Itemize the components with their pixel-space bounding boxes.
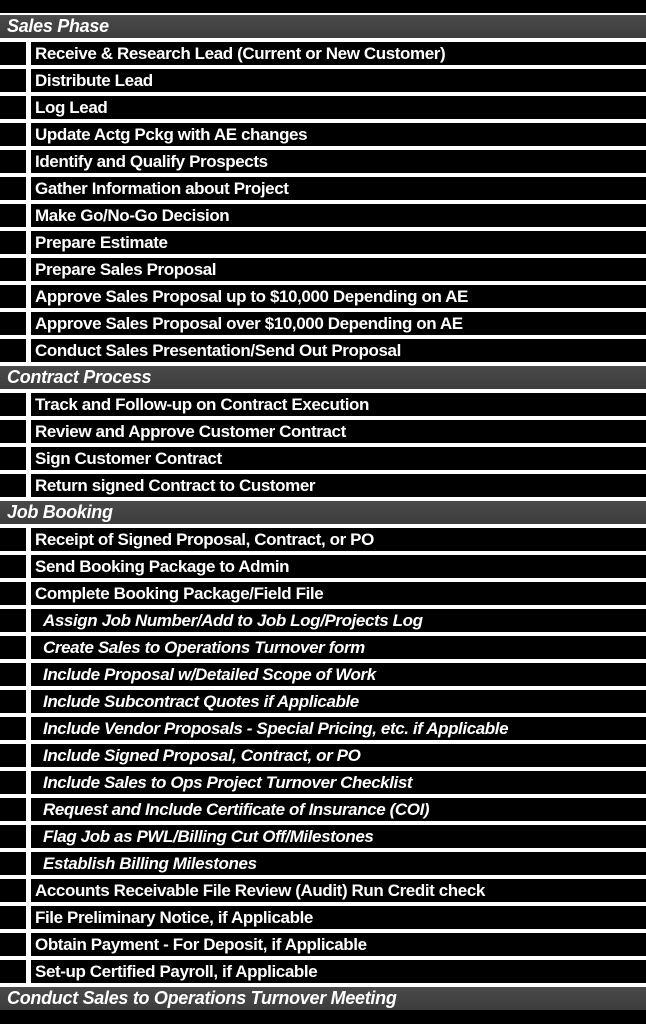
- task-checkbox-cell[interactable]: [0, 339, 26, 362]
- task-row: [0, 933, 646, 956]
- section-header-sales-phase: Sales Phase: [0, 15, 646, 38]
- section-header-conduct-sales-to-operations-turnover-meeting: Conduct Sales to Operations Turnover Meeting: [0, 987, 646, 1010]
- task-checkbox-cell[interactable]: [0, 447, 26, 470]
- task-row: [0, 717, 646, 740]
- task-label: Prepare Sales Proposal: [31, 258, 646, 281]
- task-label: Assign Job Number/Add to Job Log/Projects Log: [31, 609, 646, 632]
- task-label: Receive & Research Lead (Current or New Customer): [31, 42, 646, 65]
- task-checkbox-cell[interactable]: [0, 798, 26, 821]
- bottom-border-bar: [0, 1010, 646, 1024]
- task-checkbox-cell[interactable]: [0, 474, 26, 497]
- task-row: [0, 582, 646, 605]
- task-row: [0, 798, 646, 821]
- task-row: [0, 69, 646, 92]
- task-checkbox-cell[interactable]: [0, 717, 26, 740]
- task-checkbox-cell[interactable]: [0, 123, 26, 146]
- task-label: Approve Sales Proposal over $10,000 Depending on AE: [31, 312, 646, 335]
- task-label: Prepare Estimate: [31, 231, 646, 254]
- task-row: [0, 393, 646, 416]
- task-row: [0, 906, 646, 929]
- top-border-bar: [0, 0, 646, 13]
- task-label: Include Vendor Proposals - Special Pricing, etc. if Applicable: [31, 717, 646, 740]
- task-row: [0, 474, 646, 497]
- task-checkbox-cell[interactable]: [0, 690, 26, 713]
- task-checkbox-cell[interactable]: [0, 285, 26, 308]
- task-row: [0, 231, 646, 254]
- task-label: Receipt of Signed Proposal, Contract, or PO: [31, 528, 646, 551]
- task-row: [0, 96, 646, 119]
- task-label: Conduct Sales Presentation/Send Out Proposal: [31, 339, 646, 362]
- task-row: [0, 420, 646, 443]
- task-row: [0, 690, 646, 713]
- task-checkbox-cell[interactable]: [0, 150, 26, 173]
- task-checkbox-cell[interactable]: [0, 231, 26, 254]
- task-checkbox-cell[interactable]: [0, 177, 26, 200]
- section-header-job-booking: Job Booking: [0, 501, 646, 524]
- task-row: [0, 852, 646, 875]
- task-row: [0, 879, 646, 902]
- task-checkbox-cell[interactable]: [0, 204, 26, 227]
- task-checkbox-cell[interactable]: [0, 96, 26, 119]
- task-checkbox-cell[interactable]: [0, 960, 26, 983]
- task-checkbox-cell[interactable]: [0, 69, 26, 92]
- task-label: Set-up Certified Payroll, if Applicable: [31, 960, 646, 983]
- task-row: [0, 663, 646, 686]
- task-checkbox-cell[interactable]: [0, 744, 26, 767]
- task-checkbox-cell[interactable]: [0, 636, 26, 659]
- task-label: Establish Billing Milestones: [31, 852, 646, 875]
- task-checkbox-cell[interactable]: [0, 258, 26, 281]
- task-label: Make Go/No-Go Decision: [31, 204, 646, 227]
- task-checkbox-cell[interactable]: [0, 663, 26, 686]
- task-label: Log Lead: [31, 96, 646, 119]
- section-header-contract-process: Contract Process: [0, 366, 646, 389]
- task-checkbox-cell[interactable]: [0, 906, 26, 929]
- task-label: Flag Job as PWL/Billing Cut Off/Milestones: [31, 825, 646, 848]
- task-label: Sign Customer Contract: [31, 447, 646, 470]
- task-label: Review and Approve Customer Contract: [31, 420, 646, 443]
- task-row: [0, 258, 646, 281]
- task-label: Include Proposal w/Detailed Scope of Work: [31, 663, 646, 686]
- process-checklist: [0, 15, 646, 1010]
- task-row: [0, 42, 646, 65]
- task-row: [0, 177, 646, 200]
- task-label: Send Booking Package to Admin: [31, 555, 646, 578]
- task-checkbox-cell[interactable]: [0, 933, 26, 956]
- task-row: [0, 960, 646, 983]
- task-label: Complete Booking Package/Field File: [31, 582, 646, 605]
- task-row: [0, 555, 646, 578]
- task-row: [0, 528, 646, 551]
- task-label: Accounts Receivable File Review (Audit) Run Credit check: [31, 879, 646, 902]
- task-row: [0, 285, 646, 308]
- task-row: [0, 636, 646, 659]
- task-checkbox-cell[interactable]: [0, 528, 26, 551]
- task-label: Include Subcontract Quotes if Applicable: [31, 690, 646, 713]
- task-label: Identify and Qualify Prospects: [31, 150, 646, 173]
- task-row: [0, 312, 646, 335]
- task-checkbox-cell[interactable]: [0, 582, 26, 605]
- task-checkbox-cell[interactable]: [0, 609, 26, 632]
- task-label: Approve Sales Proposal up to $10,000 Depending on AE: [31, 285, 646, 308]
- task-label: Create Sales to Operations Turnover form: [31, 636, 646, 659]
- task-row: [0, 609, 646, 632]
- task-row: [0, 339, 646, 362]
- task-label: Gather Information about Project: [31, 177, 646, 200]
- task-label: Distribute Lead: [31, 69, 646, 92]
- task-row: [0, 825, 646, 848]
- task-checkbox-cell[interactable]: [0, 393, 26, 416]
- task-row: [0, 447, 646, 470]
- task-checkbox-cell[interactable]: [0, 879, 26, 902]
- task-checkbox-cell[interactable]: [0, 420, 26, 443]
- task-row: [0, 744, 646, 767]
- task-label: Update Actg Pckg with AE changes: [31, 123, 646, 146]
- task-label: Track and Follow-up on Contract Execution: [31, 393, 646, 416]
- task-label: Obtain Payment - For Deposit, if Applicable: [31, 933, 646, 956]
- task-row: [0, 123, 646, 146]
- task-checkbox-cell[interactable]: [0, 852, 26, 875]
- task-checkbox-cell[interactable]: [0, 771, 26, 794]
- task-row: [0, 204, 646, 227]
- task-label: Include Signed Proposal, Contract, or PO: [31, 744, 646, 767]
- task-label: Return signed Contract to Customer: [31, 474, 646, 497]
- task-checkbox-cell[interactable]: [0, 42, 26, 65]
- task-checkbox-cell[interactable]: [0, 555, 26, 578]
- task-label: Request and Include Certificate of Insurance (COI): [31, 798, 646, 821]
- task-row: [0, 150, 646, 173]
- task-row: [0, 771, 646, 794]
- task-label: File Preliminary Notice, if Applicable: [31, 906, 646, 929]
- task-label: Include Sales to Ops Project Turnover Checklist: [31, 771, 646, 794]
- task-checkbox-cell[interactable]: [0, 312, 26, 335]
- task-checkbox-cell[interactable]: [0, 825, 26, 848]
